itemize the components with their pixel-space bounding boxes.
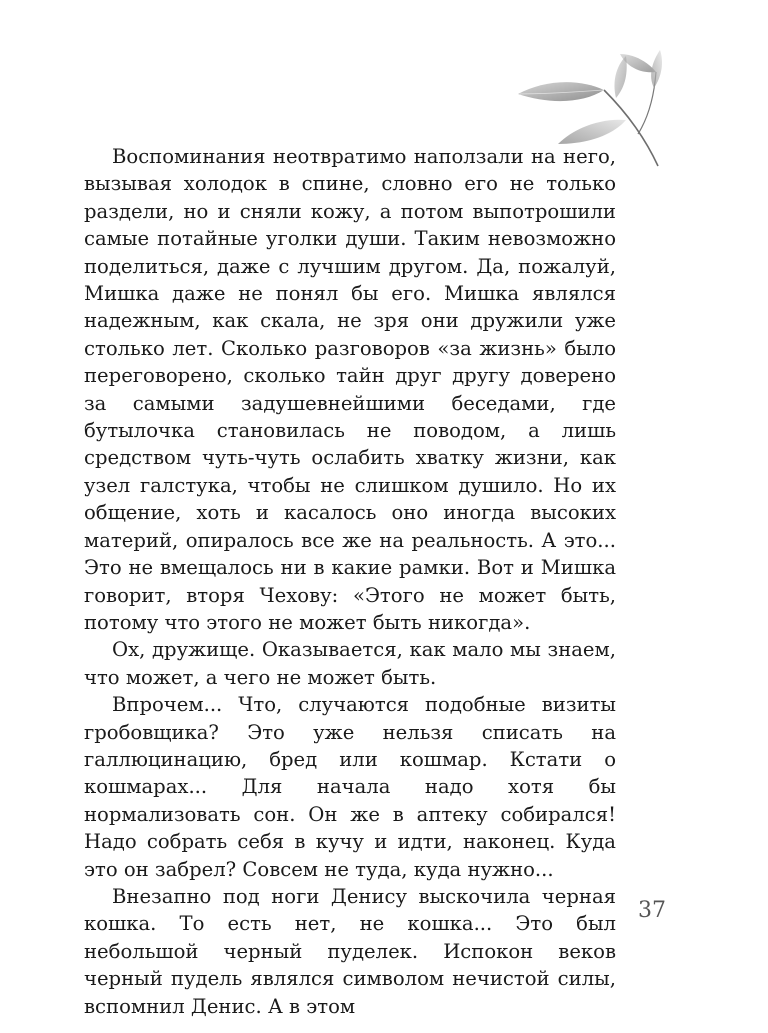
body-text [84,143,616,1020]
paragraph: Впрочем... Что, случаются подобные визиты гробовщика? Это уже нельзя списать на галлюцинацию, бред или кошмар. Кстати о кошмарах... Для начала надо хотя бы нормализовать сон. Он же в аптеку собирался! Надо собрать себя в кучу и идти, наконец. Куда это он забрел? Совсем не туда, куда нужно... [84,693,616,881]
page-number: 37 [638,898,666,923]
paragraph: Внезапно под ноги Денису выскочила черная кошка. То есть нет, не кошка... Это был небольшой черный пуделек. Испокон веков черный пудель являлся символом нечистой силы, вспомнил Денис. А в этом [84,884,616,1018]
paragraph: Воспоминания неотвратимо наползали на него, вызывая холодок в спине, словно его не только раздели, но и сняли кожу, а потом выпотрошили самые потайные уголки души. Таким невозможно поделиться, даже с лучшим другом. Да, пожалуй, Мишка даже не понял бы его. Мишка являлся надежным, как скала, не зря они дружили уже столько лет. Сколько разговоров «за жизнь» было переговорено, сколько тайн друг другу доверено за самыми задушевнейшими беседами, где бутылочка становилась не поводом, а лишь средством чуть-чуть ослабить хватку жизни, как узел галстука, чтобы не слишком душило. Но их общение, хоть и касалось оно иногда высоких материй, опиралось все же на реальность. А это... Это не вмещалось ни в какие рамки. Вот и Мишка говорит, вторя Чехову: «Этого не может быть, потому что этого не может быть никогда». [84,145,616,634]
paragraph: Ох, дружище. Оказывается, как мало мы знаем, что может, а чего не может быть. [84,638,616,689]
